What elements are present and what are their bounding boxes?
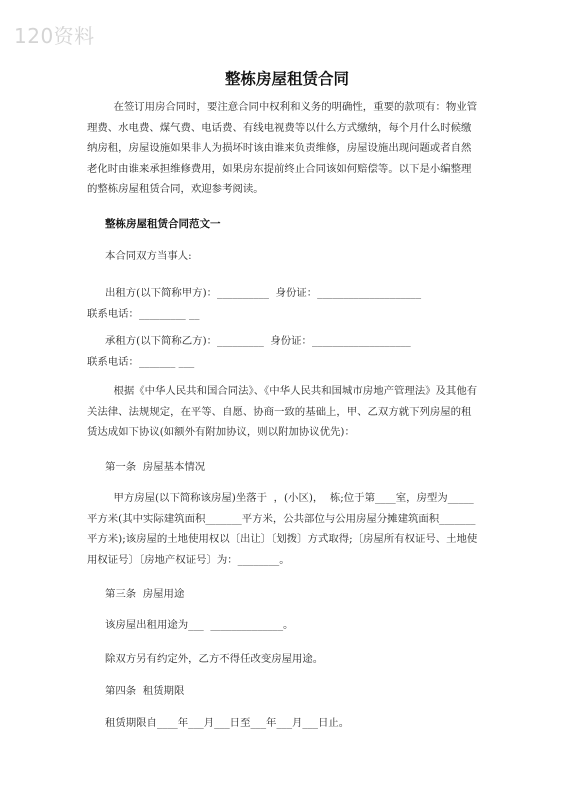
article-3-note: 除双方另有约定外，乙方不得任改变房屋用途。 (105, 653, 324, 665)
lessor-line: 出租方(以下简称甲方)：__________ 身份证：____________________ (105, 287, 422, 299)
article-1-title: 第一条 房屋基本情况 (105, 461, 206, 473)
intro-paragraph: 在签订用房合同时，要注意合同中权利和义务的明确性，重要的款项有：物业管理费、水电费、煤气费、电话费、有线电视费等以什么方式缴纳，每个月什么时候缴纳房租，房屋设施如果非人为损坏时该由谁来负责维修，房屋设施出现问题或者自然老化时由谁来承担维修费用，如果房东提前终止合同该如何赔偿等。以下是小编整理的整栋房屋租赁合同，欢迎参考阅读。 (87, 101, 478, 195)
parties-intro: 本合同双方当事人: (105, 250, 192, 262)
lessee-line: 承租方(以下简称乙方)：_________ 身份证：___________________ (105, 335, 411, 347)
section-heading: 整栋房屋租赁合同范文一 (105, 218, 221, 230)
article-3-use: 该房屋出租用途为___ ______________。 (105, 619, 294, 631)
basis-paragraph: 根据《中华人民共和国合同法》、《中华人民共和国城市房地产管理法》及其他有关法律、法规规定，在平等、自愿、协商一致的基础上，甲、乙双方就下列房屋的租赁达成如下协议(如额外有附加协议，则以附加协议优先)： (87, 385, 478, 438)
article-4-title: 第四条 租赁期限 (105, 685, 185, 697)
lessee-phone: 联系电话：_______ ___ (87, 356, 195, 368)
document-title: 整栋房屋租赁合同 (224, 69, 349, 88)
watermark: 120资料 (14, 24, 95, 48)
lessor-phone: 联系电话：_________ __ (87, 308, 200, 320)
article-3-title: 第三条 房屋用途 (105, 588, 185, 600)
article-4-term: 租赁期限自____年___月___日至___年___月___日止。 (105, 717, 350, 729)
article-1-body: 甲方房屋(以下简称该房屋)坐落于 ，(小区)， 栋;位于第____室，房型为_____平方米(其中实际建筑面积_______平方米，公共部位与公用房屋分摊建筑面积_______平方米);该房屋的土地使用权以〔出让〕〔划拨〕方式取得;〔房屋所有权证号、土地使用权证号〕〔房地产权证号〕为：________。 (87, 492, 478, 566)
